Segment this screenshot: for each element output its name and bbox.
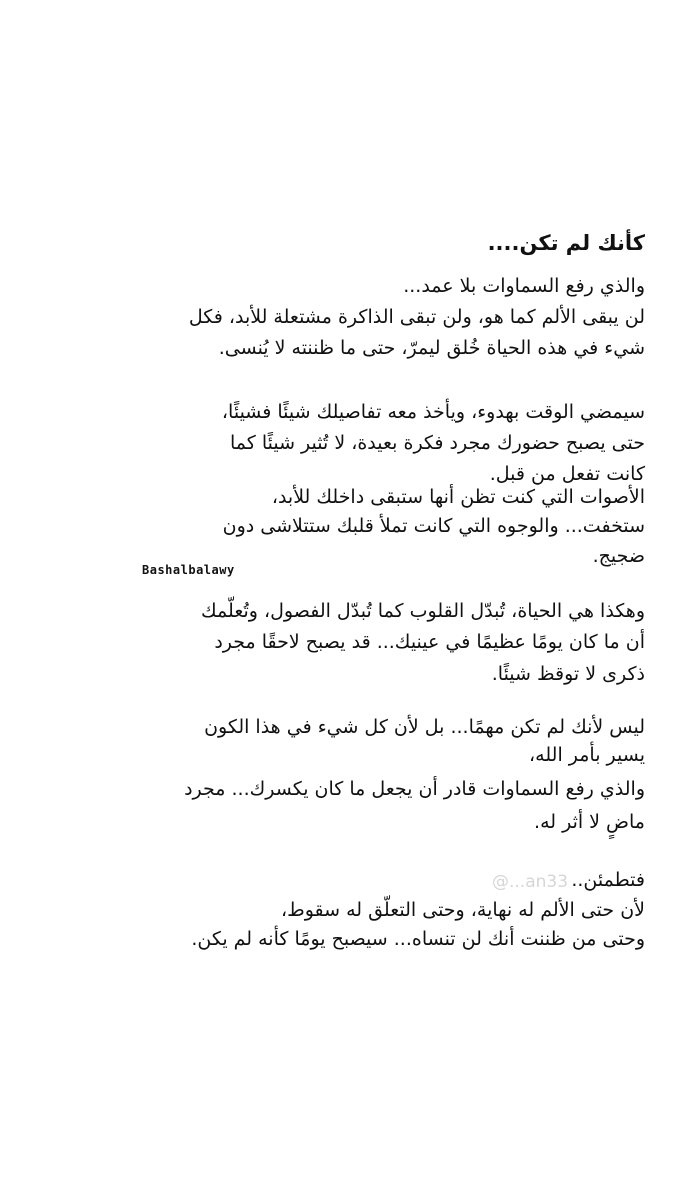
paragraph-4-line-3: والذي رفع السماوات قادر أن يجعل ما كان يكسرك... مجرد	[184, 778, 645, 800]
paragraph-2-line-5: ستخفت... والوجوه التي كانت تملأ قلبك ستتلاشى دون	[222, 515, 645, 537]
paragraph-4-line-2: يسير بأمر الله،	[529, 744, 645, 766]
paragraph-3-line-1: وهكذا هي الحياة، تُبدّل القلوب كما تُبدّل الفصول، وتُعلّمك	[201, 600, 645, 622]
paragraph-5-line-2: لأن حتى الألم له نهاية، وحتى التعلّق له سقوط،	[280, 899, 645, 921]
paragraph-2-line-4: الأصوات التي كنت تظن أنها ستبقى داخلك للأبد،	[271, 486, 645, 508]
paragraph-1-line-1: والذي رفع السماوات بلا عمد...	[403, 275, 645, 297]
paragraph-2-line-6: ضجيج.	[592, 545, 645, 567]
paragraph-2-line-3: كانت تفعل من قبل.	[489, 463, 645, 485]
paragraph-5-line-3: وحتى من ظننت أنك لن تنساه... سيصبح يومًا كأنه لم يكن.	[191, 928, 645, 950]
paragraph-2-line-2: حتى يصبح حضورك مجرد فكرة بعيدة، لا تُثير شيئًا كما	[229, 432, 645, 454]
author-signature: Bashalbalawy	[142, 563, 235, 577]
paragraph-1-line-3: شيء في هذه الحياة خُلق ليمرّ، حتى ما ظننته لا يُنسى.	[218, 337, 645, 359]
paragraph-2-line-1: سيمضي الوقت بهدوء، ويأخذ معه تفاصيلك شيئًا فشيئًا،	[221, 401, 645, 423]
paragraph-4-line-4: ماضٍ لا أثر له.	[534, 811, 645, 833]
paragraph-3-line-3: ذكرى لا توقظ شيئًا.	[491, 663, 645, 685]
paragraph-1-line-2: لن يبقى الألم كما هو، ولن تبقى الذاكرة مشتعلة للأبد، فكل	[188, 306, 645, 328]
paragraph-3-line-2: أن ما كان يومًا عظيمًا في عينيك... قد يصبح لاحقًا مجرد	[214, 631, 645, 653]
document-title: كأنك لم تكن....	[487, 231, 645, 255]
paragraph-4-line-1: ليس لأنك لم تكن مهمًا... بل لأن كل شيء في هذا الكون	[204, 716, 645, 738]
watermark-handle: @...an33	[492, 872, 569, 892]
paragraph-5-line-1: فتطمئن..	[571, 869, 645, 891]
